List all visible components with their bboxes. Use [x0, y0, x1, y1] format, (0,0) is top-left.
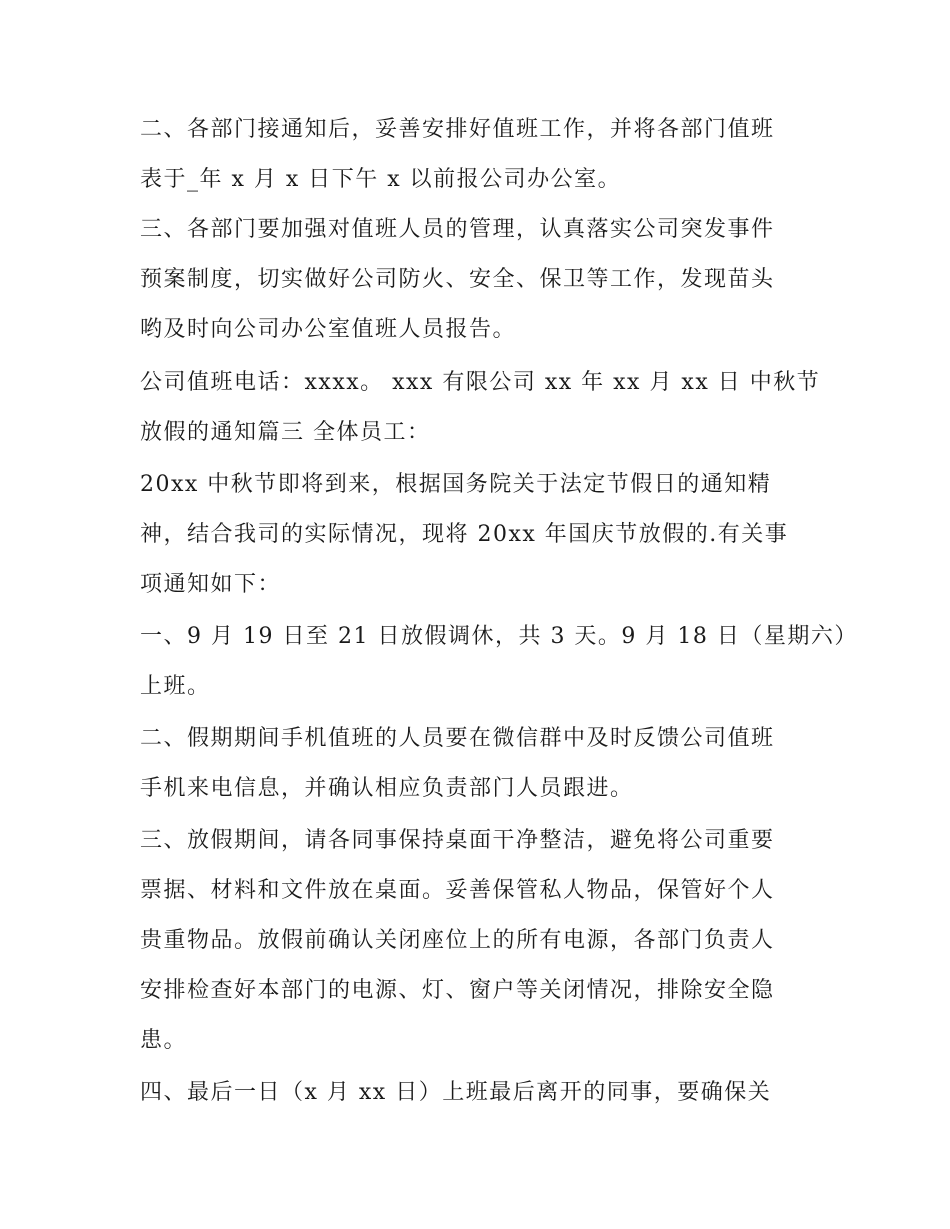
text-line: 上班。 — [140, 674, 211, 699]
text-line: 二、各部门接通知后，妥善安排好值班工作，并将各部门值班 — [140, 117, 775, 142]
text-line: 预案制度，切实做好公司防火、安全、保卫等工作，发现苗头 — [140, 267, 775, 292]
text-line: 安排检查好本部门的电源、灯、窗户等关闭情况，排除安全隐 — [140, 978, 775, 1003]
text-line: 二、假期期间手机值班的人员要在微信群中及时反馈公司值班 — [140, 726, 775, 751]
text-line: 20xx 中秋节即将到来，根据国务院关于法定节假日的通知精 — [140, 472, 772, 497]
text-line: 三、各部门要加强对值班人员的管理，认真落实公司突发事件 — [140, 217, 775, 242]
text-line: 四、最后一日（x 月 xx 日）上班最后离开的同事，要确保关 — [140, 1080, 772, 1105]
text-line: 贵重物品。放假前确认关闭座位上的所有电源，各部门负责人 — [140, 928, 775, 953]
text-line: 三、放假期间，请各同事保持桌面干净整洁，避免将公司重要 — [140, 828, 775, 853]
text-line: 项通知如下： — [140, 572, 282, 597]
text-line: 患。 — [140, 1028, 188, 1053]
text-line: 表于_年 x 月 x 日下午 x 以前报公司办公室。 — [140, 167, 622, 192]
text-line: 放假的通知篇三 全体员工： — [140, 420, 431, 445]
text-line: 神，结合我司的实际情况，现将 20xx 年国庆节放假的.有关事 — [140, 522, 789, 547]
text-line: 哟及时向公司办公室值班人员报告。 — [140, 317, 517, 342]
text-line: 公司值班电话：xxxx。 xxx 有限公司 xx 年 xx 月 xx 日 中秋节 — [140, 370, 821, 395]
text-line: 一、9 月 19 日至 21 日放假调休，共 3 天。9 月 18 日（星期六） — [140, 624, 858, 649]
text-line: 手机来电信息，并确认相应负责部门人员跟进。 — [140, 776, 634, 801]
text-line: 票据、材料和文件放在桌面。妥善保管私人物品，保管好个人 — [140, 878, 775, 903]
